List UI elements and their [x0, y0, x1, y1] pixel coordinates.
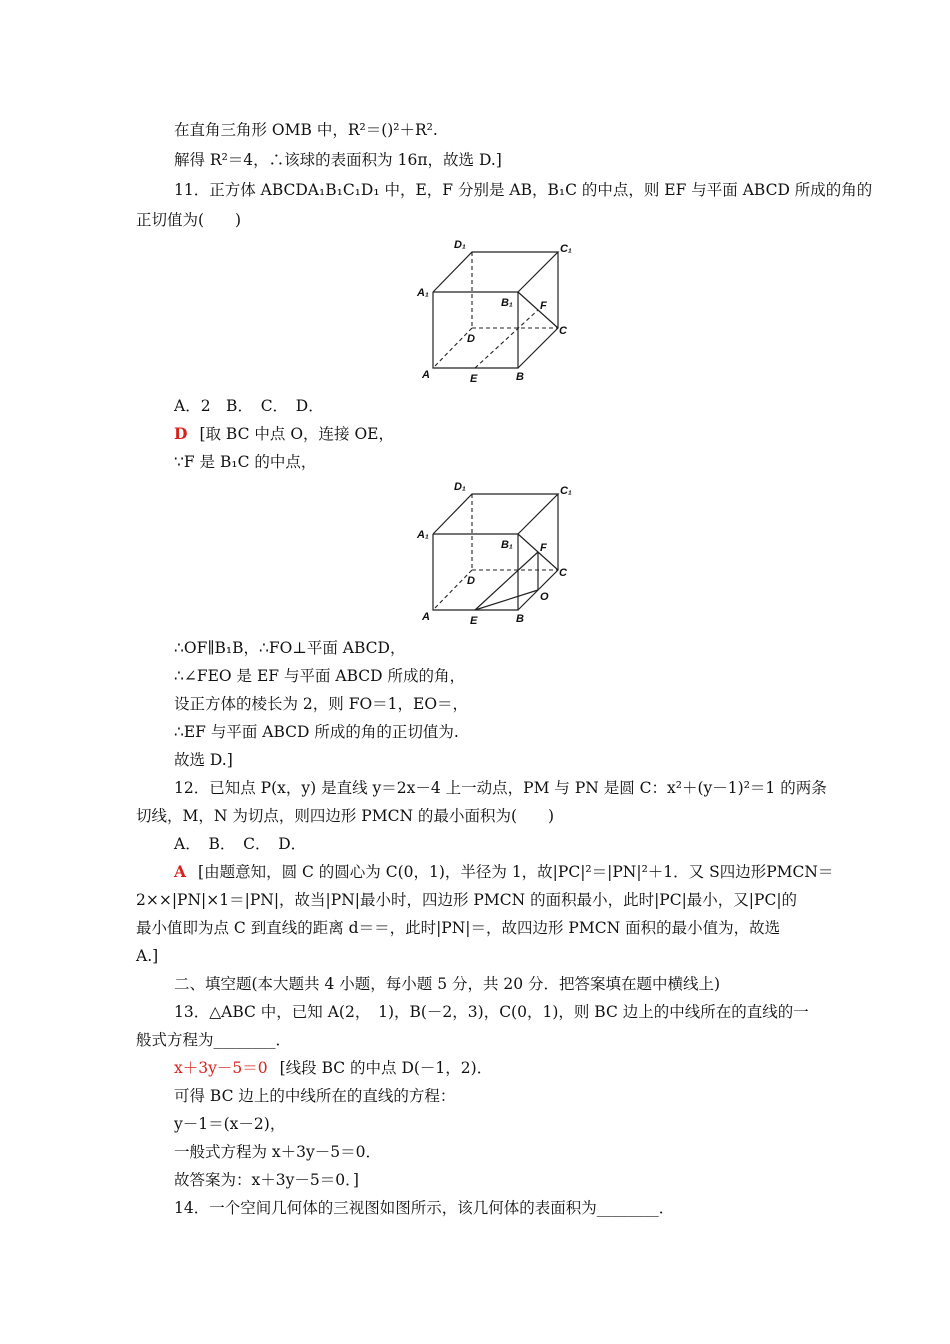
- label-D: D: [467, 575, 475, 587]
- text-line: 可得 BC 边上的中线所在的直线的方程：: [174, 1087, 456, 1105]
- text-line: ∴∠FEO 是 EF 与平面 ABCD 所成的角，: [174, 667, 465, 685]
- q12-solution: A [由题意知，圆 C 的圆心为 C(0，1)，半径为 1，故|PC|²＝|PN|²＋1．又 S四边形PMCN＝: [174, 862, 834, 881]
- label-D: D: [467, 333, 475, 345]
- q13-solution: x＋3y－5＝0 [线段 BC 的中点 D(－1，2)．: [174, 1059, 493, 1077]
- text-line: y－1＝(x－2)，: [174, 1115, 286, 1133]
- cube-figure-2: [410, 478, 580, 628]
- question-13: 13．△ABC 中，已知 A(2， 1)，B(－2，3)，C(0，1)，则 BC 边上的中线所在的直线的一: [174, 1003, 809, 1021]
- q12-options: A． B． C． D．: [174, 835, 307, 853]
- text-line: 一般式方程为 x＋3y－5＝0．: [174, 1143, 382, 1161]
- text-line: A.]: [136, 947, 159, 965]
- label-F: F: [540, 542, 547, 554]
- text-line: ∴EF 与平面 ABCD 所成的角的正切值为.: [174, 723, 459, 741]
- q11-options: A．2 B． C． D．: [174, 397, 324, 415]
- label-A1: A₁: [417, 529, 429, 541]
- text-line: 故选 D.]: [174, 751, 233, 769]
- text-line: 最小值即为点 C 到直线的距离 d＝＝，此时|PN|＝，故四边形 PMCN 面积的最小值为，故选: [136, 919, 781, 937]
- label-F: F: [540, 300, 547, 312]
- text-line: 切线，M，N 为切点，则四边形 PMCN 的最小面积为( ): [136, 807, 555, 825]
- text-line: 故答案为：x＋3y－5＝0．]: [174, 1171, 359, 1189]
- label-A: A: [422, 611, 430, 623]
- question-14: 14．一个空间几何体的三视图如图所示，该几何体的表面积为________．: [174, 1199, 675, 1217]
- label-B: B: [516, 613, 524, 625]
- question-12: 12．已知点 P(x，y) 是直线 y＝2x－4 上一动点，PM 与 PN 是圆 C：x²＋(y－1)²＝1 的两条: [174, 779, 827, 797]
- label-C: C: [559, 325, 567, 337]
- label-O: O: [540, 591, 549, 603]
- text-line: 解得 R²＝4，∴该球的表面积为 16π，故选 D.]: [174, 151, 502, 169]
- label-E: E: [470, 373, 478, 385]
- label-C1: C₁: [560, 243, 572, 255]
- text-line: 正切值为( ): [136, 211, 242, 229]
- label-D1: D₁: [454, 239, 466, 251]
- question-11: 11．正方体 ABCDA₁B₁C₁D₁ 中，E，F 分别是 AB，B₁C 的中点，则 EF 与平面 ABCD 所成的角的: [174, 181, 873, 199]
- text-line: 般式方程为________．: [136, 1031, 292, 1049]
- q11-solution: D [取 BC 中点 O，连接 OE，: [174, 424, 394, 443]
- label-A: A: [422, 369, 430, 381]
- q13-answer: x＋3y－5＝0: [174, 1059, 268, 1077]
- section-heading: 二、填空题(本大题共 4 小题，每小题 5 分，共 20 分．把答案填在题中横线上): [174, 975, 721, 993]
- cube-figure-1: [410, 236, 580, 386]
- q12-answer: A: [174, 862, 187, 881]
- text-line: ∵F 是 B₁C 的中点，: [174, 453, 317, 471]
- text-line: ∴OF∥B₁B，∴FO⊥平面 ABCD，: [174, 639, 406, 657]
- label-C1: C₁: [560, 485, 572, 497]
- label-B1: B₁: [501, 297, 513, 309]
- q11-answer: D: [174, 424, 188, 443]
- label-D1: D₁: [454, 481, 466, 493]
- label-E: E: [470, 615, 478, 627]
- label-B1: B₁: [501, 539, 513, 551]
- text-line: 在直角三角形 OMB 中，R²＝()²＋R².: [174, 121, 438, 139]
- label-A1: A₁: [417, 287, 429, 299]
- label-B: B: [516, 371, 524, 383]
- text-line: 2××|PN|×1＝|PN|，故当|PN|最小时，四边形 PMCN 的面积最小，此时|PC|最小，又|PC|的: [136, 891, 798, 909]
- label-C: C: [559, 567, 567, 579]
- text-line: 设正方体的棱长为 2，则 FO＝1，EO＝，: [174, 695, 469, 713]
